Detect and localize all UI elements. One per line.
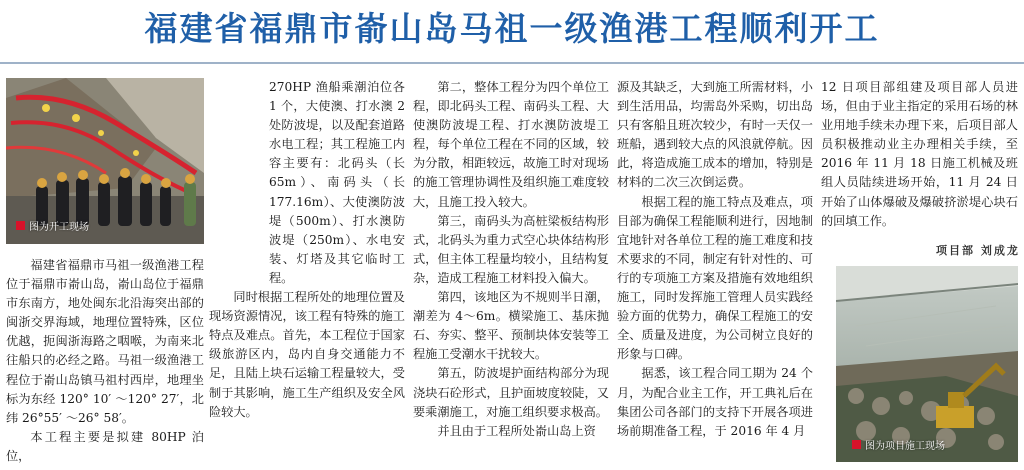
construction-site-photo-art xyxy=(836,266,1018,462)
caption-marker-icon xyxy=(852,440,861,449)
col3-paragraph-1: 第二，整体工程分为四个单位工程，即北码头工程、南码头工程、大使澳防波堤工程、打水澳防波堤工程，每个单位工程在不同的区域，较为分散，相距较远，故施工时对现场的施工管理协调性及组织施工难度较大，且施工投入较大。 xyxy=(413,80,609,209)
headline-rule xyxy=(0,62,1024,64)
headline: 福建省福鼎市嵛山岛马祖一级渔港工程顺利开工 xyxy=(144,9,880,48)
col1-paragraph-1: 福建省福鼎市马祖一级渔港工程位于福鼎市嵛山岛，嵛山岛位于福鼎市东南方，地处闽东北沿海突出部的闽浙交界海域，地理位置特殊，区位优越，扼闽浙海路之咽喉，为南来北往船只的必经之路。马祖一级渔港工程位于嵛山岛镇马祖村西岸，地理坐标为东经 120° 10′ ～120° 27′，北纬 26°55′ ～26° 58′。 xyxy=(6,258,204,425)
col3-paragraph-3: 第四，该地区为不规则半日潮，潮差为 4～6m。横梁施工、基床抛石、夯实、整平、预制块体安装等工程施工受潮水干扰较大。 xyxy=(413,290,609,362)
article-column-1 xyxy=(6,256,204,466)
construction-site-photo xyxy=(836,266,1018,462)
col3-paragraph-2: 第三，南码头为高桩梁板结构形式，北码头为重力式空心块体结构形式，但主体工程量均较小，且结构复杂，造成工程施工材料投入偏大。 xyxy=(413,213,609,285)
byline: 项目部 刘成龙 xyxy=(936,244,1020,257)
col4-paragraph-1: 源及其缺乏，大到施工所需材料，小到生活用品，均需岛外采购，切出岛只有客船且班次较少，有时一天仅一班船，遇到较大点的风浪就停航。因此，将造成施工成本的增加，特别是材料的二次三次倒运费。 xyxy=(617,80,813,190)
article-column-4 xyxy=(617,78,813,441)
col3-paragraph-5: 并且由于工程所处嵛山岛上资 xyxy=(437,423,596,438)
col4-paragraph-2: 根据工程的施工特点及难点，项目部为确保工程能顺利进行，因地制宜地针对各单位工程的施工难度和技术要求的不同，制定有针对性的、可行的专项施工方案及措施有效地组织施工，同时发挥施工管理人员实践经验方面的优势力，确保工程施工的安全、质量及进度，为公司树立良好的形象与口碑。 xyxy=(617,194,813,362)
photo1-caption-text: 图为开工现场 xyxy=(29,222,89,233)
photo1-caption xyxy=(16,218,89,233)
article-column-5 xyxy=(821,78,1018,231)
caption-marker-icon xyxy=(16,221,25,230)
photo2-caption xyxy=(852,437,945,452)
article-column-2 xyxy=(209,78,405,422)
article-column-3 xyxy=(413,78,609,441)
col2-paragraph-1: 270HP 渔船乘潮泊位各 1 个，大使澳、打水澳 2 处防波堤，以及配套道路水电工程；其工程施工内容主要有：北码头（长 65m）、南码头（长 177.16m）、大使澳防波堤（500m）、打水澳防波堤（250m）、水电安装、灯塔及其它临时工程。 xyxy=(269,80,405,285)
col3-paragraph-4: 第五，防波堤护面结构部分为现浇块石砼形式，且护面坡度较陡，又要乘潮施工，对施工组织要求极高。 xyxy=(413,366,609,419)
col2-paragraph-2: 同时根据工程所处的地理位置及现场资源情况，该工程有特殊的施工特点及难点。首先，本工程位于国家级旅游区内，岛内自身交通能力不足，且陆上块石运输工程量较大，受制于其影响，施工生产组织及安全风险较大。 xyxy=(209,290,405,419)
col4-paragraph-3: 据悉，该工程合同工期为 24 个月，为配合业主工作，开工典礼后在集团公司各部门的支持下开展各项进场前期准备工程，于 2016 年 4 月 xyxy=(617,366,813,438)
photo2-caption-text: 图为项目施工现场 xyxy=(865,441,945,452)
col1-paragraph-2: 本工程主要是拟建 80HP 泊位， xyxy=(6,429,204,463)
col5-paragraph-1: 12 日项目部组建及项目部人员进场，但由于业主指定的采用石场的林业用地手续未办理下来，后项目部人员积极推动业主办理相关手续，至 2016 年 11 月 18 日施工机械及班组人员陆续进场开始，11 月 24 日开始了山体爆破及爆破挤淤堤心块石的回填工作。 xyxy=(821,80,1018,228)
